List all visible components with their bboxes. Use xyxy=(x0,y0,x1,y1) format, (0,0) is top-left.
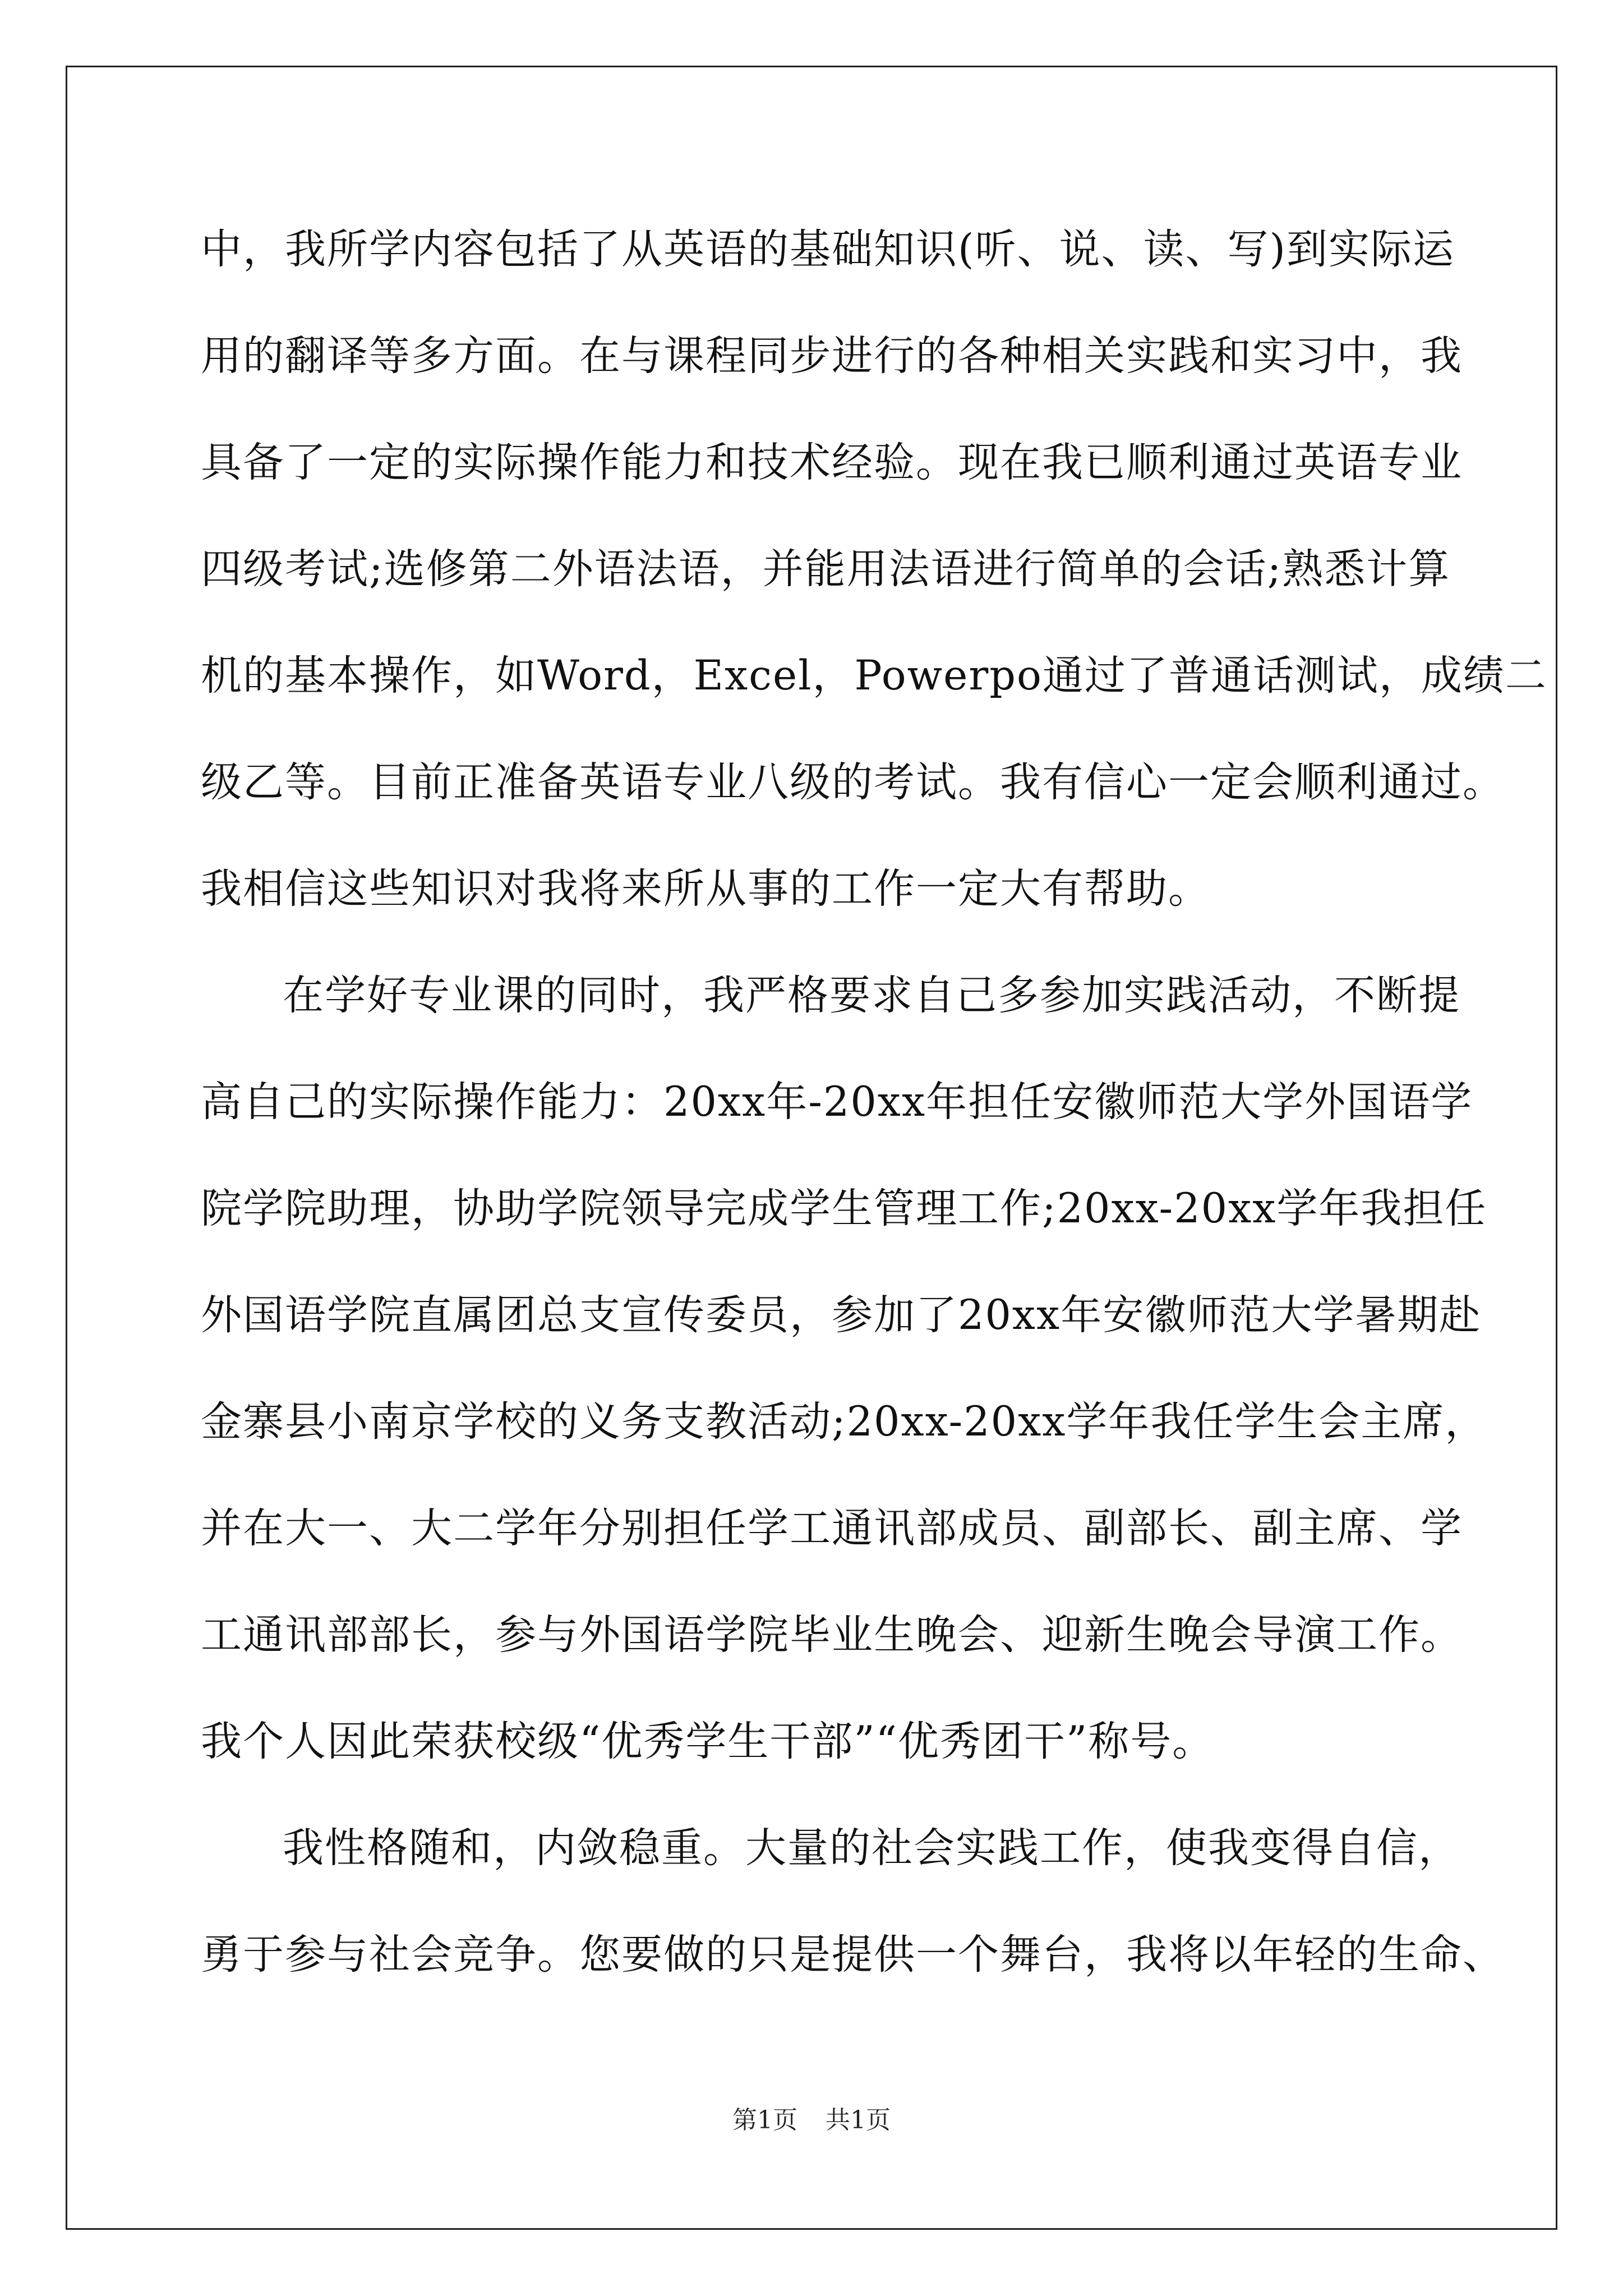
page-footer xyxy=(0,2104,1623,2137)
text-line: 高自己的实际操作能力：20xx年-20xx年担任安徽师范大学外国语学 xyxy=(201,1078,1473,1126)
text-line: 我相信这些知识对我将来所从事的工作一定大有帮助。 xyxy=(201,865,1210,913)
text-line: 外国语学院直属团总支宣传委员，参加了20xx年安徽师范大学暑期赴 xyxy=(201,1291,1482,1339)
paragraph-start-line: 在学好专业课的同时，我严格要求自己多参加实践活动，不断提 xyxy=(283,972,1460,1019)
page-number: 第1页 xyxy=(732,2106,797,2134)
text-line: 金寨县小南京学校的义务支教活动;20xx-20xx学年我任学生会主席， xyxy=(201,1398,1487,1446)
text-line: 中，我所学内容包括了从英语的基础知识(听、说、读、写)到实际运 xyxy=(201,226,1455,273)
text-line: 并在大一、大二学年分别担任学工通讯部成员、副部长、副主席、学 xyxy=(201,1504,1463,1552)
text-line: 勇于参与社会竞争。您要做的只是提供一个舞台，我将以年轻的生命、 xyxy=(201,1931,1505,1978)
text-line: 用的翻译等多方面。在与课程同步进行的各种相关实践和实习中，我 xyxy=(201,332,1463,380)
text-line: 我个人因此荣获校级“优秀学生干部”“优秀团干”称号。 xyxy=(201,1718,1215,1765)
text-line: 工通讯部部长，参与外国语学院毕业生晚会、迎新生晚会导演工作。 xyxy=(201,1611,1463,1659)
text-line: 级乙等。目前正准备英语专业八级的考试。我有信心一定会顺利通过。 xyxy=(201,758,1505,806)
page-border xyxy=(66,66,1557,2230)
paragraph-start-line: 我性格随和，内敛稳重。大量的社会实践工作，使我变得自信， xyxy=(283,1824,1460,1872)
text-line: 四级考试;选修第二外语法语，并能用法语进行简单的会话;熟悉计算 xyxy=(201,545,1451,593)
text-line: 具备了一定的实际操作能力和技术经验。现在我已顺利通过英语专业 xyxy=(201,439,1463,486)
text-line: 院学院助理，协助学院领导完成学生管理工作;20xx-20xx学年我担任 xyxy=(201,1185,1487,1232)
text-line: 机的基本操作，如Word，Excel，Powerpo通过了普通话测试，成绩二 xyxy=(201,652,1547,700)
page-total: 共1页 xyxy=(826,2106,891,2134)
